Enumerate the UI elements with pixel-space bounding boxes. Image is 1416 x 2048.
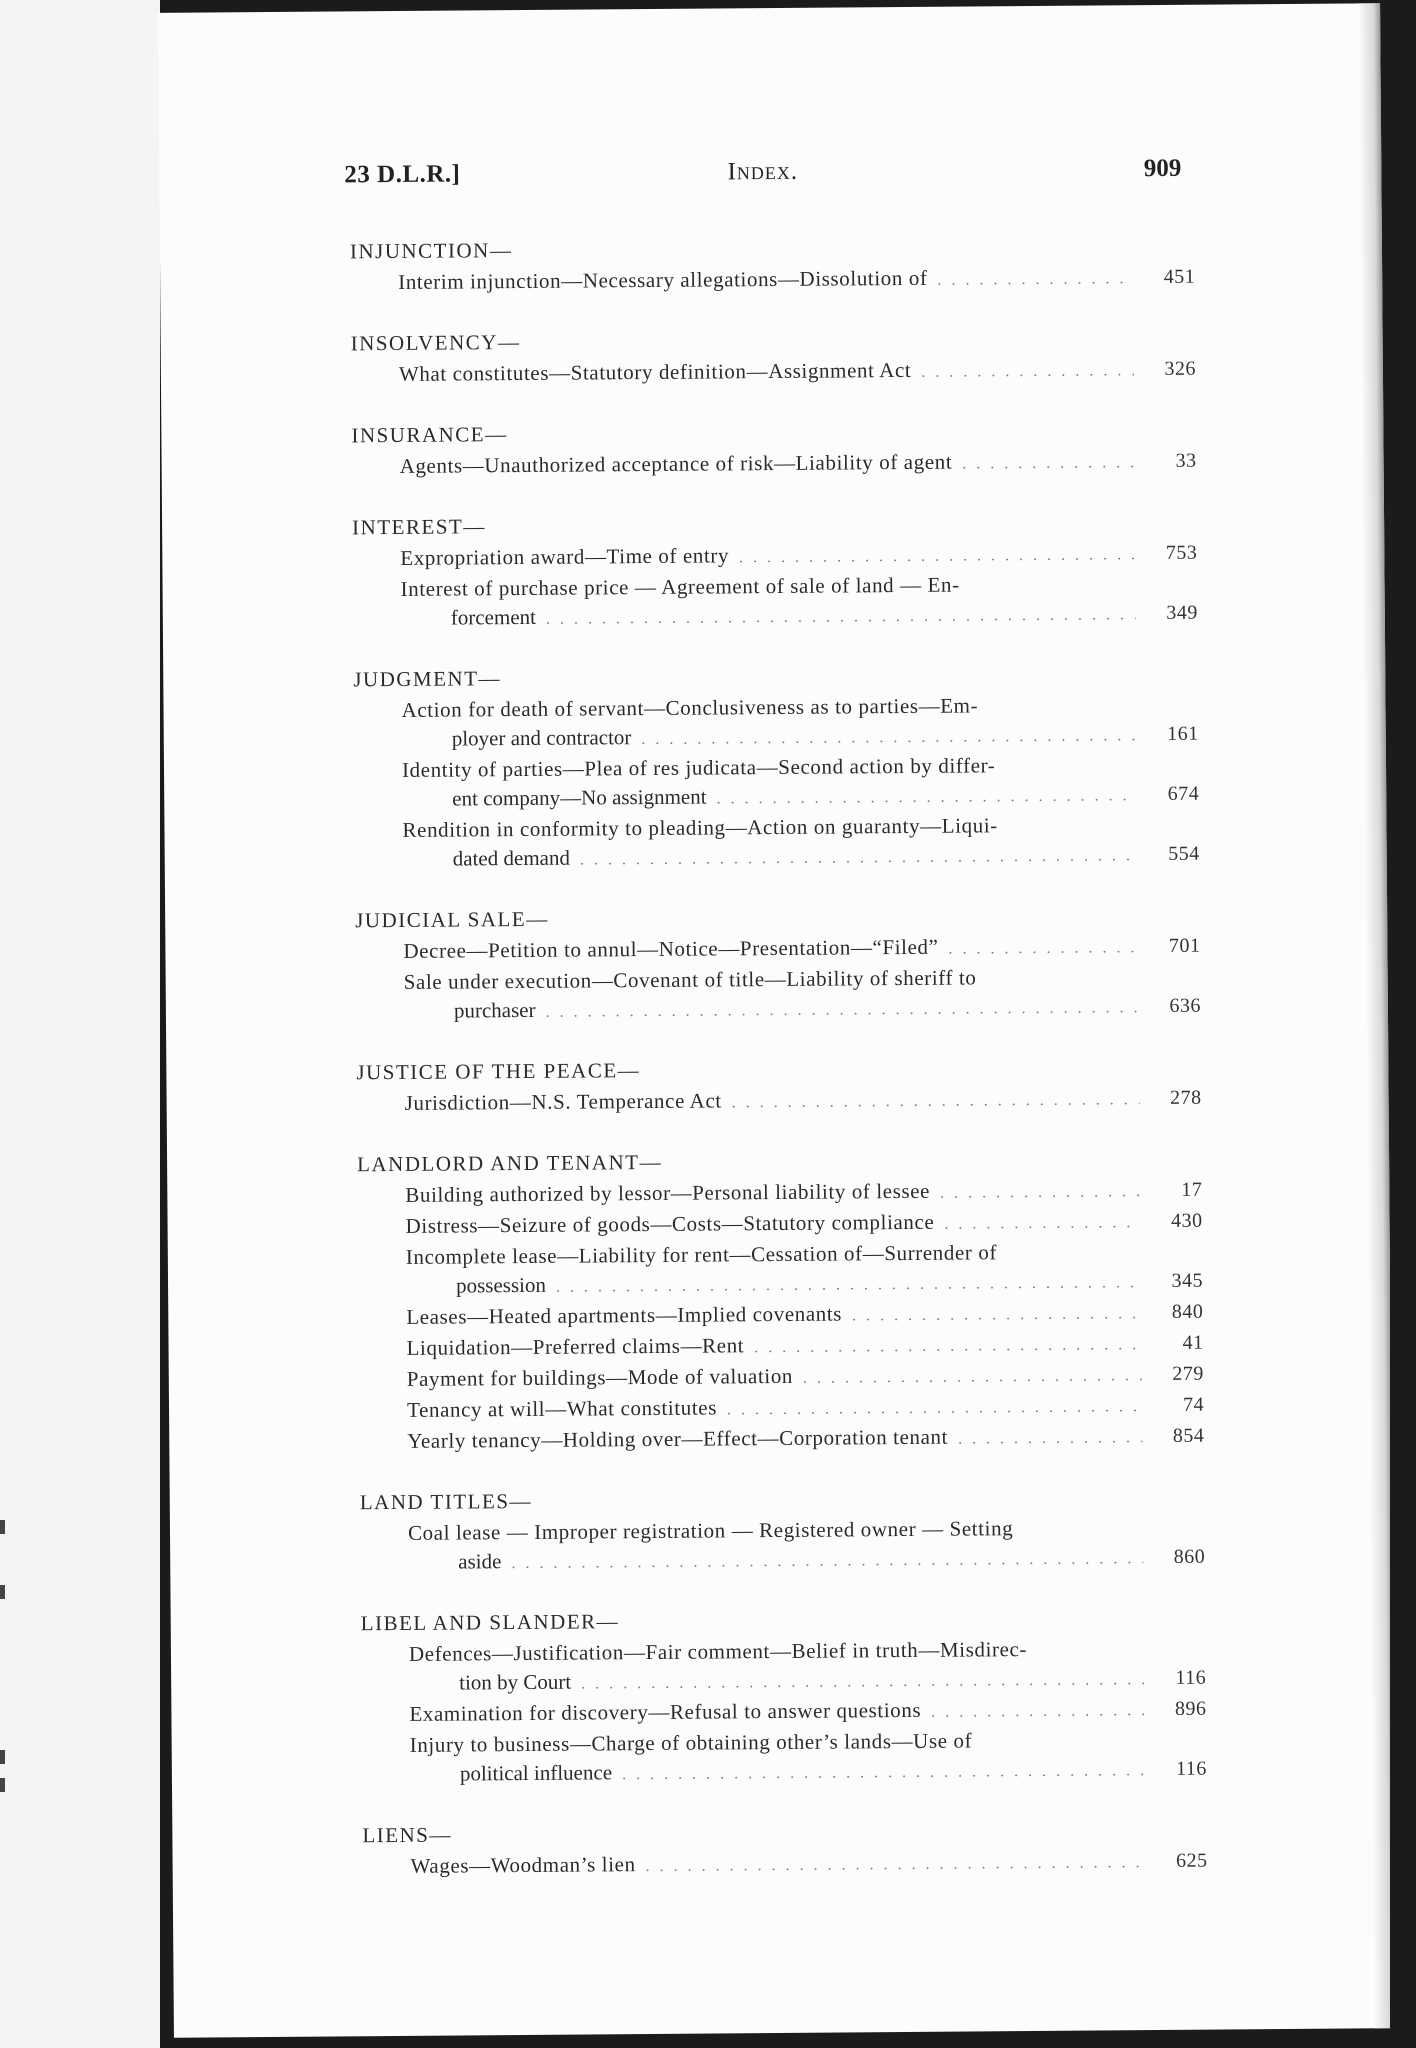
entry-text: Rendition in conformity to pleading—Action on guaranty—Liqui-: [402, 813, 998, 842]
volume-label: 23 D.L.R.]: [344, 160, 461, 189]
entry-text: Tenancy at will—What constitutes: [406, 1395, 718, 1422]
index-entry: [358, 1237, 1203, 1304]
section-heading: LIENS—: [362, 1822, 452, 1848]
entry-page-number: 41: [1182, 1331, 1204, 1354]
dot-leader: [937, 264, 1133, 295]
section-heading: LAND TITLES—: [359, 1488, 533, 1515]
dot-leader: [622, 1756, 1145, 1789]
page-number: 909: [1143, 154, 1182, 183]
entry-text: Incomplete lease—Liability for rent—Cessation of—Surrender of: [405, 1240, 998, 1269]
entry-page-number: 854: [1172, 1424, 1205, 1447]
index-entry: [354, 810, 1199, 877]
entry-page-number: 674: [1167, 782, 1200, 805]
entry-page-number: 74: [1182, 1393, 1205, 1416]
entry-text: Interest of purchase price — Agreement of sale of land — En-: [400, 572, 960, 601]
entry-continuation: political influence: [459, 1760, 613, 1786]
index-section: [353, 659, 1200, 877]
entry-page-number: 701: [1168, 934, 1201, 957]
index-entry: [352, 569, 1197, 636]
entry-page-number: 430: [1170, 1209, 1203, 1232]
index-section: [350, 231, 1195, 300]
entry-continuation: possession: [455, 1272, 547, 1298]
entry-page-number: 278: [1170, 1086, 1202, 1109]
dot-leader: [556, 1268, 1141, 1302]
index-section: [356, 1052, 1201, 1121]
entry-text: Yearly tenancy—Holding over—Effect—Corporation tenant: [407, 1424, 949, 1453]
entry-page-number: 753: [1165, 541, 1198, 564]
index-entry: [360, 1513, 1205, 1580]
section-heading: INJUNCTION—: [349, 238, 513, 264]
index-entry: [351, 354, 1196, 392]
entry-text: What constitutes—Statutory definition—Assignment Act: [398, 357, 912, 386]
dot-leader: [732, 1085, 1140, 1117]
section-heading: LANDLORD AND TENANT—: [357, 1149, 663, 1177]
edge-mark: [0, 1778, 5, 1792]
index-entry: [362, 1725, 1207, 1792]
entry-text: Injury to business—Charge of obtaining other’s lands—Use of: [409, 1728, 973, 1757]
facing-page-edge: [0, 0, 166, 2048]
entry-page-number: 636: [1169, 994, 1201, 1017]
entry-continuation: aside: [458, 1549, 502, 1574]
entry-continuation: ployer and contractor: [451, 725, 632, 751]
entry-text: Leases—Heated apartments—Implied covenants: [406, 1301, 843, 1329]
section-heading: JUDICIAL SALE—: [355, 906, 549, 933]
entry-page-number: 279: [1172, 1362, 1204, 1385]
entry-text: Coal lease — Improper registration — Registered owner — Setting: [407, 1516, 1014, 1545]
entry-page-number: 860: [1173, 1545, 1206, 1568]
dot-leader: [958, 1423, 1142, 1453]
index-section: [361, 1603, 1207, 1792]
entry-page-number: 896: [1174, 1697, 1207, 1720]
dot-leader: [581, 1665, 1144, 1698]
index-entry: [350, 262, 1195, 300]
section-heading: INSURANCE—: [351, 422, 508, 448]
index-entry: [352, 446, 1197, 484]
entry-page-number: 116: [1175, 1666, 1207, 1689]
entry-text: Wages—Woodman’s lien: [410, 1852, 636, 1878]
dot-leader: [546, 600, 1136, 634]
dot-leader: [641, 721, 1137, 754]
entry-continuation: dated demand: [452, 845, 571, 871]
dot-leader: [754, 1330, 1142, 1362]
dot-leader: [940, 1177, 1141, 1208]
dot-leader: [803, 1361, 1142, 1393]
index-entry: [363, 1846, 1208, 1884]
dot-leader: [511, 1544, 1143, 1578]
entry-text: Expropriation award—Time of entry: [400, 543, 730, 570]
dot-leader: [727, 1392, 1142, 1424]
index-page: [158, 3, 1396, 2038]
section-heading: JUSTICE OF THE PEACE—: [356, 1058, 641, 1085]
entry-page-number: 840: [1171, 1300, 1204, 1323]
dot-leader: [944, 1208, 1140, 1239]
entry-text: Payment for buildings—Mode of valuation: [406, 1363, 794, 1391]
entry-page-number: 554: [1168, 842, 1200, 865]
section-heading: INTEREST—: [352, 514, 486, 540]
section-heading: JUDGMENT—: [353, 666, 502, 692]
entry-text: Building authorized by lessor—Personal liability of lessee: [405, 1178, 931, 1207]
entry-continuation: purchaser: [453, 997, 536, 1023]
edge-mark: [0, 1585, 5, 1599]
dot-leader: [545, 993, 1139, 1027]
entry-text: Interim injunction—Necessary allegations—Dissolution of: [398, 265, 928, 294]
index-list: [350, 231, 1208, 1914]
index-entry: [353, 690, 1198, 757]
entry-page-number: 161: [1167, 722, 1199, 745]
index-section: [362, 1815, 1207, 1884]
entry-page-number: 625: [1176, 1849, 1208, 1872]
entry-continuation: ent company—No assignment: [452, 784, 707, 811]
entry-text: Agents—Unauthorized acceptance of risk—Liability of agent: [399, 449, 953, 478]
section-heading: INSOLVENCY—: [350, 329, 521, 356]
entry-text: Distress—Seizure of goods—Costs—Statutory compliance: [405, 1209, 935, 1238]
entry-page-number: 345: [1171, 1269, 1204, 1292]
dot-leader: [580, 841, 1138, 874]
index-section: [351, 323, 1196, 392]
dot-leader: [931, 1696, 1144, 1727]
index-entry: [357, 1083, 1202, 1121]
entry-page-number: 451: [1163, 265, 1196, 288]
index-entry: [361, 1634, 1206, 1701]
dot-leader: [852, 1299, 1142, 1330]
dot-leader: [948, 933, 1138, 963]
entry-text: Action for death of servant—Conclusiveness as to parties—Em-: [401, 693, 979, 722]
index-section: [352, 507, 1198, 636]
entry-text: Defences—Justification—Fair comment—Belief in truth—Misdirec-: [408, 1637, 1028, 1666]
entry-page-number: 349: [1166, 601, 1198, 624]
index-section: [355, 900, 1201, 1029]
entry-page-number: 17: [1181, 1178, 1203, 1201]
entry-continuation: forcement: [450, 604, 537, 630]
running-header: [344, 155, 1181, 202]
index-section: [351, 415, 1196, 484]
index-section: [357, 1144, 1204, 1459]
index-entry: [359, 1421, 1204, 1459]
dot-leader: [962, 448, 1135, 478]
entry-text: Liquidation—Preferred claims—Rent: [406, 1333, 745, 1360]
entry-text: Examination for discovery—Refusal to answer questions: [409, 1697, 922, 1726]
index-entry: [354, 750, 1199, 817]
entry-text: Decree—Petition to annul—Notice—Presentation—“Filed”: [403, 934, 939, 963]
dot-leader: [921, 356, 1134, 387]
entry-page-number: 116: [1176, 1757, 1207, 1780]
index-section: [360, 1482, 1206, 1580]
index-entry: [356, 962, 1201, 1029]
scan-border: [1390, 0, 1416, 2048]
page-title: Index.: [727, 157, 799, 186]
dot-leader: [716, 781, 1137, 813]
edge-mark: [0, 1520, 5, 1534]
entry-page-number: 326: [1164, 357, 1196, 380]
dot-leader: [646, 1848, 1146, 1881]
section-heading: LIBEL AND SLANDER—: [360, 1609, 620, 1636]
entry-continuation: tion by Court: [459, 1669, 572, 1695]
edge-mark: [0, 1750, 5, 1764]
dot-leader: [739, 540, 1135, 572]
entry-text: Jurisdiction—N.S. Temperance Act: [404, 1088, 722, 1115]
entry-text: Sale under execution—Covenant of title—Liability of sheriff to: [403, 965, 977, 994]
entry-text: Identity of parties—Plea of res judicata—Second action by differ-: [401, 753, 996, 782]
entry-page-number: 33: [1175, 449, 1197, 472]
